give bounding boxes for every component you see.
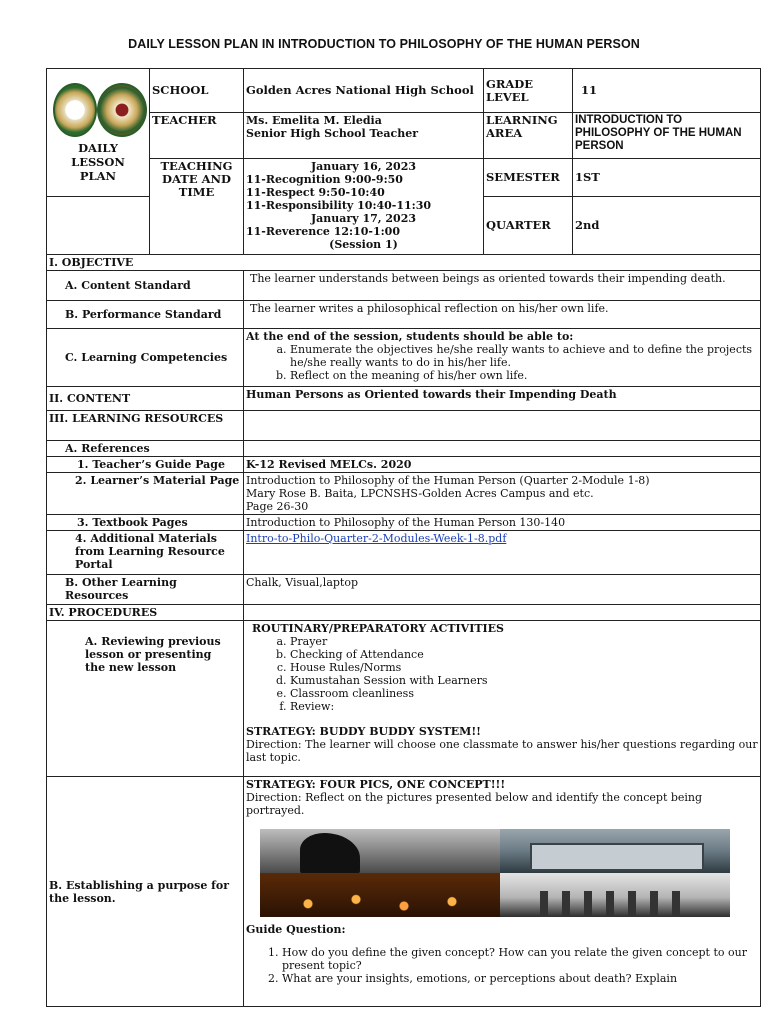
list-item: e. Classroom cleanliness (290, 687, 758, 700)
cemetery-image (500, 873, 730, 917)
four-pics-grid (260, 829, 758, 917)
deped-seal-logo (97, 83, 147, 137)
quarter-value: 2nd (573, 197, 761, 255)
references-label: A. References (47, 441, 244, 457)
list-item: 1. How do you define the given concept? How can you relate the given concept to our present topic? (282, 946, 758, 972)
competencies-value: At the end of the session, students should be able to: a. Enumerate the objectives he/she really wants to achieve and to define the projects he/she really wants to do in his/her life. b. Reflect on the meaning of his/her own life. (244, 329, 761, 387)
procedures-heading: IV. PROCEDURES (47, 605, 244, 621)
lm-value: Introduction to Philosophy of the Human Person (Quarter 2-Module 1-8) Mary Rose B. Baita, LPCNSHS-Golden Acres Campus and etc. Page 26-30 (244, 473, 761, 515)
list-item: b. Checking of Attendance (290, 648, 758, 661)
procedure-a-label: A. Reviewing previous lesson or presenting the new lesson (47, 621, 244, 777)
candles-image (260, 873, 500, 917)
content-standard-value: The learner understands between beings as oriented towards their impending death. (244, 271, 761, 301)
content-standard-label: A. Content Standard (47, 271, 244, 301)
list-item: d. Kumustahan Session with Learners (290, 674, 758, 687)
list-item: a. Prayer (290, 635, 758, 648)
procedure-b-label: B. Establishing a purpose for the lesson. (47, 777, 244, 1007)
tb-label: 3. Textbook Pages (47, 515, 244, 531)
lm-label: 2. Learner’s Material Page (47, 473, 244, 515)
content-heading: II. CONTENT (47, 387, 244, 411)
quarter-label: QUARTER (484, 197, 573, 255)
list-item: a. Enumerate the objectives he/she really wants to achieve and to define the projects he/she really wants to do in his/her life. (290, 343, 758, 369)
teacher-value: Ms. Emelita M. Eledia Senior High School Teacher (244, 113, 484, 159)
performance-standard-value: The learner writes a philosophical reflection on his/her own life. (244, 301, 761, 329)
performance-standard-label: B. Performance Standard (47, 301, 244, 329)
objective-heading: I. OBJECTIVE (47, 255, 761, 271)
other-resources-value: Chalk, Visual,laptop (244, 575, 761, 605)
coffin-image (500, 829, 730, 873)
am-label: 4. Additional Materials from Learning Resource Portal (47, 531, 244, 575)
am-value (244, 531, 761, 575)
tg-value: K-12 Revised MELCs. 2020 (244, 457, 761, 473)
logo-cell (47, 69, 150, 197)
procedure-b-value: STRATEGY: FOUR PICS, ONE CONCEPT!!! Direction: Reflect on the pictures presented below and identify the concept being portrayed. Guide Question: 1. How do you define the given concept? How can you relate the given concept to our present topic? 2. What are your insights, emotions, or perceptions about death? Explain (244, 777, 761, 1007)
grade-label: GRADE LEVEL (484, 69, 573, 113)
procedure-a-value: ROUTINARY/PREPARATORY ACTIVITIES a. Prayer b. Checking of Attendance c. House Rules/Norms d. Kumustahan Session with Learners e. Classroom cleanliness f. Review: STRATEGY: BUDDY BUDDY SYSTEM!! Direction: The learner will choose one classmate to answer his/her questions regarding our last topic. (244, 621, 761, 777)
datetime-value: January 16, 2023 11-Recognition 9:00-9:50 11-Respect 9:50-10:40 11-Responsibility 10:40-11:30 January 17, 2023 11-Reverence 12:10-1:00 (Session 1) (244, 159, 484, 255)
list-item: c. House Rules/Norms (290, 661, 758, 674)
teacher-label: TEACHER (150, 113, 244, 159)
grade-value: 11 (573, 69, 761, 113)
materials-link[interactable]: Intro-to-Philo-Quarter-2-Modules-Week-1-8.pdf (246, 532, 507, 545)
list-item: b. Reflect on the meaning of his/her own life. (290, 369, 758, 382)
school-seal-logo (53, 83, 97, 137)
list-item: 2. What are your insights, emotions, or perceptions about death? Explain (282, 972, 758, 985)
datetime-label: TEACHING DATE AND TIME (150, 159, 244, 255)
logo-spacer (47, 197, 150, 255)
semester-value: 1ST (573, 159, 761, 197)
content-value: Human Persons as Oriented towards their Impending Death (244, 387, 761, 411)
area-value: INTRODUCTION TO PHILOSOPHY OF THE HUMAN PERSON (573, 113, 761, 159)
document-title: DAILY LESSON PLAN IN INTRODUCTION TO PHILOSOPHY OF THE HUMAN PERSON (128, 37, 640, 51)
area-label: LEARNING AREA (484, 113, 573, 159)
tg-label: 1. Teacher’s Guide Page (47, 457, 244, 473)
semester-label: SEMESTER (484, 159, 573, 197)
grim-reaper-image (260, 829, 500, 873)
resources-heading: III. LEARNING RESOURCES (47, 411, 244, 441)
lesson-plan-table (46, 68, 761, 1007)
school-label: SCHOOL (150, 69, 244, 113)
dlp-label: DAILY LESSON PLAN (71, 141, 125, 183)
school-value: Golden Acres National High School (244, 69, 484, 113)
list-item: f. Review: (290, 700, 758, 713)
other-resources-label: B. Other Learning Resources (47, 575, 244, 605)
competencies-label: C. Learning Competencies (47, 329, 244, 387)
tb-value: Introduction to Philosophy of the Human Person 130-140 (244, 515, 761, 531)
